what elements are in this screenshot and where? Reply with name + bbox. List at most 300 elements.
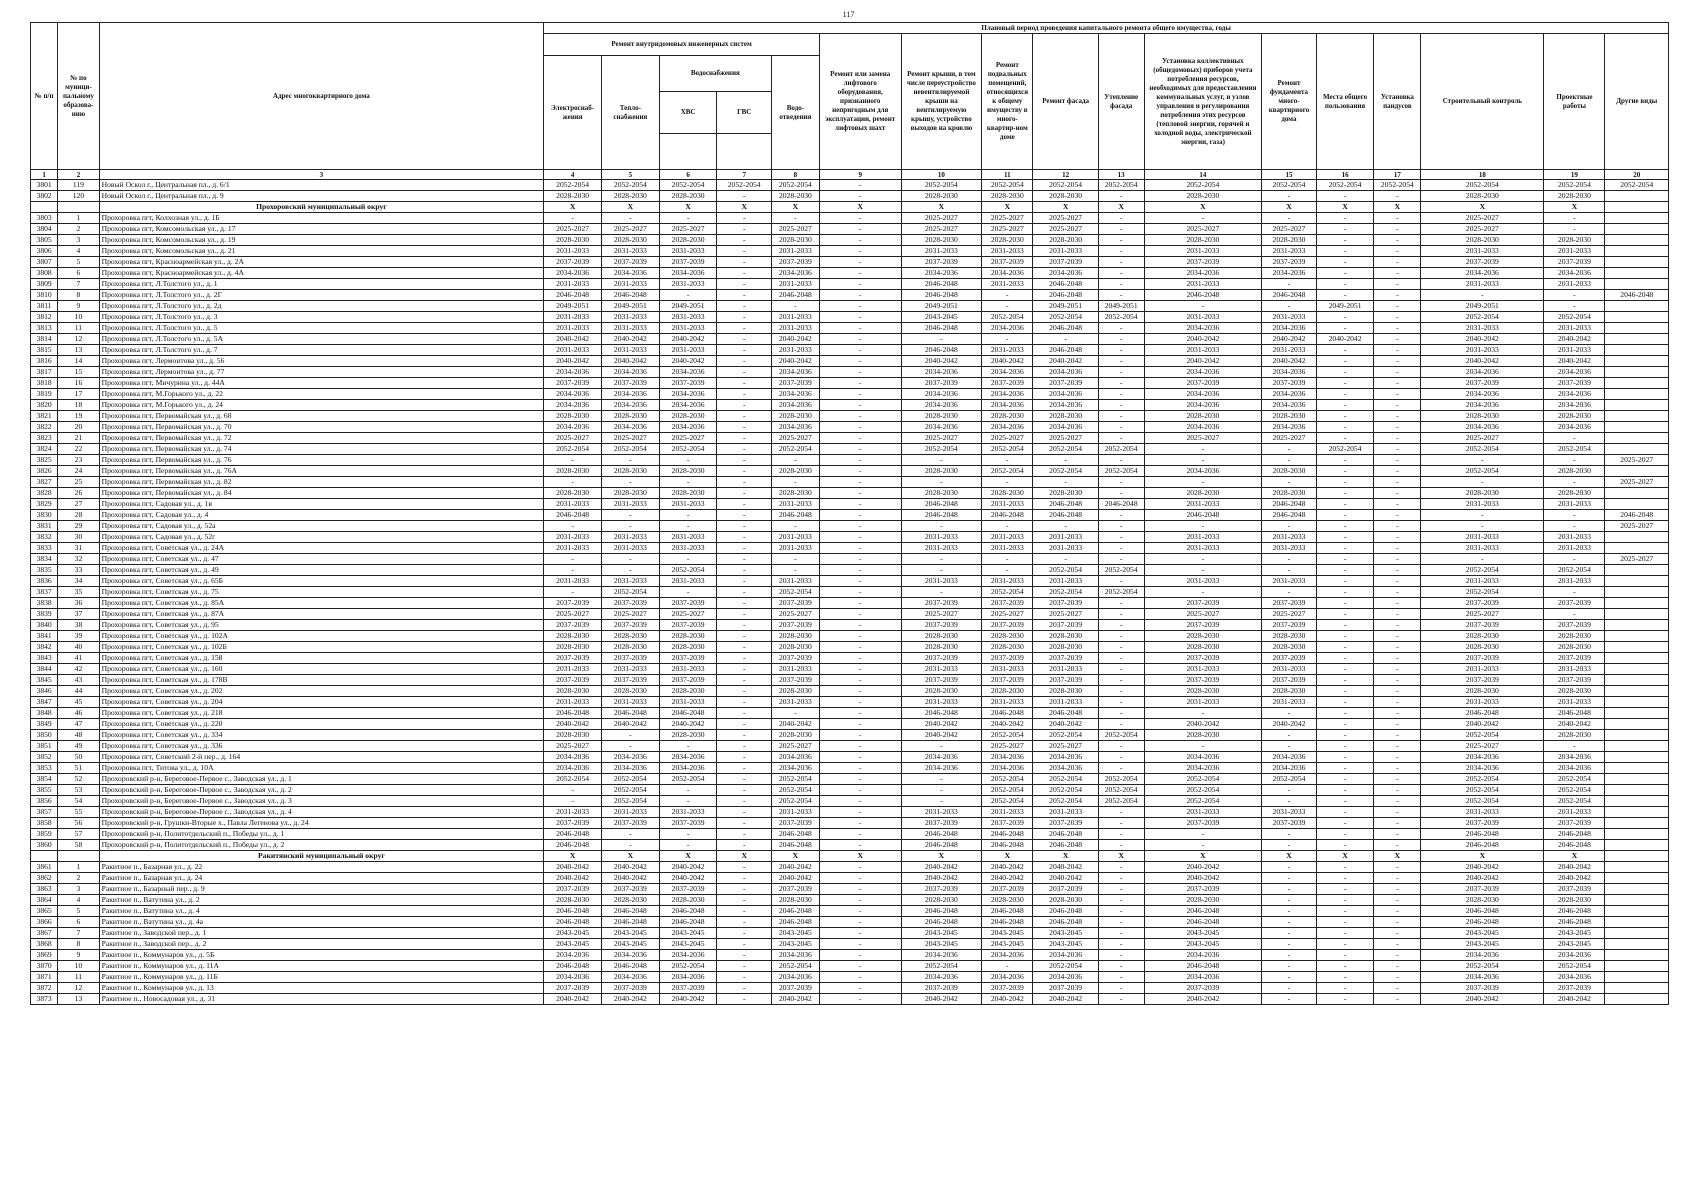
table-row (31, 257, 1669, 268)
table-row (31, 400, 1669, 411)
address-cell: Прохоровка пгт, Мичурина ул., д. 44А (99, 378, 544, 389)
period-cell: 2040-2042 (771, 873, 819, 884)
period-cell: - (1316, 466, 1374, 477)
table-row (31, 455, 1669, 466)
period-cell: 2040-2042 (659, 994, 717, 1005)
period-cell: 2034-2036 (1262, 400, 1316, 411)
period-cell: 2037-2039 (544, 598, 602, 609)
municipal-number: 48 (58, 730, 99, 741)
period-cell: 2025-2027 (901, 213, 982, 224)
period-cell: - (717, 741, 771, 752)
period-cell: 2046-2048 (544, 917, 602, 928)
period-cell: 2031-2033 (1544, 697, 1605, 708)
period-cell: - (982, 477, 1033, 488)
period-cell: 2028-2030 (901, 895, 982, 906)
period-cell: 2028-2030 (1144, 235, 1262, 246)
period-cell: - (819, 587, 901, 598)
row-number: 3829 (31, 499, 58, 510)
period-cell: 2040-2042 (544, 356, 602, 367)
row-number: 3854 (31, 774, 58, 785)
period-cell: 2034-2036 (1544, 367, 1605, 378)
period-cell: - (819, 268, 901, 279)
municipal-number: 39 (58, 631, 99, 642)
period-cell: 2034-2036 (771, 422, 819, 433)
period-cell: 2034-2036 (601, 972, 659, 983)
period-cell: 2028-2030 (659, 466, 717, 477)
period-cell: - (1374, 675, 1421, 686)
period-cell: 2040-2042 (659, 873, 717, 884)
period-cell: 2037-2039 (1544, 983, 1605, 994)
period-cell: 2037-2039 (659, 653, 717, 664)
period-cell: 2028-2030 (1144, 631, 1262, 642)
table-row (31, 499, 1669, 510)
period-cell: 2034-2036 (659, 972, 717, 983)
period-cell: - (819, 752, 901, 763)
period-cell: - (1316, 686, 1374, 697)
period-cell: 2043-2045 (544, 928, 602, 939)
municipal-number: 58 (58, 840, 99, 851)
period-cell: 2046-2048 (901, 829, 982, 840)
period-cell: - (771, 301, 819, 312)
period-cell: 2031-2033 (601, 697, 659, 708)
period-cell: - (1098, 829, 1144, 840)
period-cell: - (1374, 642, 1421, 653)
period-cell: 2028-2030 (544, 895, 602, 906)
period-cell: 2037-2039 (1544, 378, 1605, 389)
period-cell: - (819, 598, 901, 609)
period-cell: - (717, 994, 771, 1005)
period-cell: 2028-2030 (1033, 235, 1098, 246)
period-cell: - (1421, 455, 1544, 466)
col-header-foundation: Ремонт фундамента много-квартирного дома (1262, 34, 1316, 170)
period-cell: 2031-2033 (771, 807, 819, 818)
period-cell: - (819, 730, 901, 741)
district-x-mark: X (1144, 202, 1262, 213)
period-cell: - (717, 356, 771, 367)
period-cell: - (819, 697, 901, 708)
address-cell: Прохоровка пгт, Советская ул., д. 87А (99, 609, 544, 620)
period-cell: - (819, 488, 901, 499)
table-row (31, 389, 1669, 400)
row-number: 3845 (31, 675, 58, 686)
column-number: 12 (1033, 170, 1098, 180)
table-cell (31, 202, 58, 213)
col-header-ramps: Установка пандусов (1374, 34, 1421, 170)
municipal-number: 37 (58, 609, 99, 620)
address-cell: Прохоровский р-н, Береговое-Первое с., Заводская ул., д. 2 (99, 785, 544, 796)
period-cell: - (659, 741, 717, 752)
period-cell: 2037-2039 (1144, 884, 1262, 895)
period-cell: 2034-2036 (1144, 950, 1262, 961)
district-name: Прохоровский муниципальный округ (99, 202, 544, 213)
period-cell: 2037-2039 (1421, 818, 1544, 829)
period-cell: 2028-2030 (659, 642, 717, 653)
table-row (31, 378, 1669, 389)
district-x-mark: X (819, 851, 901, 862)
period-cell: 2028-2030 (1262, 488, 1316, 499)
period-cell: 2040-2042 (601, 873, 659, 884)
district-header-row (31, 202, 1669, 213)
period-cell: 2052-2054 (1544, 444, 1605, 455)
municipal-number: 51 (58, 763, 99, 774)
period-cell: 2040-2042 (601, 356, 659, 367)
period-cell: 2034-2036 (1144, 466, 1262, 477)
table-body (31, 180, 1669, 1005)
col-header-roof: Ремонт крыши, в том числе переустройство невентилируемой крыши на вентилируемую крышу, устройство выходов на кровлю (901, 34, 982, 170)
period-cell: - (819, 884, 901, 895)
period-cell: 2043-2045 (1421, 928, 1544, 939)
district-x-mark: X (1374, 851, 1421, 862)
period-cell: 2031-2033 (544, 532, 602, 543)
period-cell: 2052-2054 (1033, 785, 1098, 796)
period-cell: - (982, 301, 1033, 312)
period-cell: - (1098, 323, 1144, 334)
period-cell: - (1374, 653, 1421, 664)
period-cell: 2028-2030 (771, 730, 819, 741)
period-cell: 2034-2036 (601, 422, 659, 433)
row-number: 3812 (31, 312, 58, 323)
address-cell: Прохоровка пгт, Л.Толстого ул., д. 2д (99, 301, 544, 312)
district-x-mark: X (659, 202, 717, 213)
period-cell: 2043-2045 (1144, 928, 1262, 939)
period-cell: - (1374, 543, 1421, 554)
address-cell: Прохоровка пгт, Лермонтова ул., д. 56 (99, 356, 544, 367)
period-cell: 2043-2045 (601, 928, 659, 939)
period-cell: - (1098, 235, 1144, 246)
table-row (31, 235, 1669, 246)
period-cell: 2040-2042 (544, 994, 602, 1005)
period-cell: 2043-2045 (1544, 928, 1605, 939)
period-cell: 2031-2033 (1544, 345, 1605, 356)
period-cell: 2049-2051 (1033, 301, 1098, 312)
period-cell: - (982, 521, 1033, 532)
period-cell: - (1098, 719, 1144, 730)
period-cell: - (1316, 565, 1374, 576)
municipal-number: 35 (58, 587, 99, 598)
period-cell: - (819, 840, 901, 851)
municipal-number: 49 (58, 741, 99, 752)
period-cell: 2031-2033 (982, 345, 1033, 356)
address-cell: Прохоровка пгт, Советская ул., д. 95 (99, 620, 544, 631)
period-cell: 2052-2054 (982, 587, 1033, 598)
period-cell: - (1374, 477, 1421, 488)
address-cell: Прохоровка пгт, Первомайская ул., д. 76А (99, 466, 544, 477)
period-cell: 2037-2039 (1033, 884, 1098, 895)
period-cell: 2037-2039 (1033, 257, 1098, 268)
period-cell: - (819, 873, 901, 884)
period-cell: 2037-2039 (1144, 598, 1262, 609)
period-cell: 2025-2027 (1033, 609, 1098, 620)
period-cell: 2034-2036 (1544, 400, 1605, 411)
period-cell: 2031-2033 (1421, 246, 1544, 257)
row-number: 3828 (31, 488, 58, 499)
table-row (31, 213, 1669, 224)
period-cell: 2025-2027 (601, 609, 659, 620)
table-row (31, 796, 1669, 807)
period-cell: 2031-2033 (1262, 532, 1316, 543)
municipal-number: 20 (58, 422, 99, 433)
row-number: 3817 (31, 367, 58, 378)
address-cell: Ракитное п., Коммунаров ул., д. 13 (99, 983, 544, 994)
period-cell: - (1374, 697, 1421, 708)
district-x-mark: X (982, 202, 1033, 213)
col-header-other: Другие виды (1605, 34, 1669, 170)
period-cell (1605, 257, 1669, 268)
period-cell (1605, 752, 1669, 763)
address-cell: Прохоровка пгт, Советская ул., д. 24А (99, 543, 544, 554)
period-cell: - (659, 840, 717, 851)
period-cell: - (1098, 983, 1144, 994)
period-cell: - (819, 477, 901, 488)
period-cell: 2028-2030 (1544, 191, 1605, 202)
period-cell (1605, 246, 1669, 257)
municipal-number: 18 (58, 400, 99, 411)
district-x-mark: X (1033, 851, 1098, 862)
row-number: 3811 (31, 301, 58, 312)
period-cell: - (1262, 301, 1316, 312)
period-cell: 2040-2042 (544, 873, 602, 884)
period-cell: - (1098, 477, 1144, 488)
period-cell: 2052-2054 (1033, 961, 1098, 972)
column-number: 11 (982, 170, 1033, 180)
period-cell: 2037-2039 (901, 620, 982, 631)
period-cell: 2028-2030 (544, 631, 602, 642)
period-cell: - (1374, 840, 1421, 851)
period-cell (1605, 686, 1669, 697)
row-number: 3869 (31, 950, 58, 961)
period-cell: - (1374, 301, 1421, 312)
period-cell: 2037-2039 (659, 884, 717, 895)
period-cell: 2028-2030 (1033, 895, 1098, 906)
period-cell: - (819, 554, 901, 565)
period-cell: 2025-2027 (1605, 477, 1669, 488)
period-cell: 2046-2048 (544, 961, 602, 972)
period-cell: 2028-2030 (901, 466, 982, 477)
municipal-number: 16 (58, 378, 99, 389)
period-cell: 2046-2048 (982, 917, 1033, 928)
period-cell: 2028-2030 (659, 191, 717, 202)
period-cell: - (819, 642, 901, 653)
period-cell: - (544, 521, 602, 532)
period-cell: 2028-2030 (771, 235, 819, 246)
table-row (31, 532, 1669, 543)
period-cell: - (1316, 543, 1374, 554)
table-row (31, 345, 1669, 356)
col-header-drainage: Водо-отведения (771, 56, 819, 170)
period-cell: 2025-2027 (601, 224, 659, 235)
period-cell: 2037-2039 (1033, 983, 1098, 994)
period-cell: - (717, 455, 771, 466)
period-cell: - (1098, 543, 1144, 554)
period-cell: 2031-2033 (1421, 345, 1544, 356)
period-cell: 2046-2048 (1144, 510, 1262, 521)
municipal-number: 2 (58, 224, 99, 235)
period-cell: - (819, 444, 901, 455)
period-cell: 2049-2051 (1421, 301, 1544, 312)
period-cell: - (819, 367, 901, 378)
period-cell: - (771, 213, 819, 224)
period-cell: 2043-2045 (1033, 939, 1098, 950)
municipal-number: 5 (58, 906, 99, 917)
municipal-number: 55 (58, 807, 99, 818)
period-cell (1605, 488, 1669, 499)
period-cell: 2031-2033 (1033, 532, 1098, 543)
district-x-mark: X (717, 202, 771, 213)
municipal-number: 13 (58, 345, 99, 356)
period-cell: 2052-2054 (1544, 565, 1605, 576)
period-cell: - (1374, 554, 1421, 565)
column-number-row (31, 170, 1669, 180)
period-cell: - (1144, 587, 1262, 598)
period-cell: 2031-2033 (771, 279, 819, 290)
period-cell: 2052-2054 (1421, 796, 1544, 807)
table-row (31, 972, 1669, 983)
period-cell: - (544, 587, 602, 598)
period-cell: 2028-2030 (544, 466, 602, 477)
period-cell: 2025-2027 (1262, 433, 1316, 444)
table-row (31, 983, 1669, 994)
period-cell: - (717, 598, 771, 609)
period-cell: 2037-2039 (1262, 257, 1316, 268)
period-cell: 2046-2048 (1033, 290, 1098, 301)
period-cell: 2028-2030 (771, 642, 819, 653)
period-cell: - (717, 829, 771, 840)
period-cell: 2028-2030 (1421, 235, 1544, 246)
period-cell: 2028-2030 (982, 686, 1033, 697)
period-cell: 2034-2036 (1144, 422, 1262, 433)
period-cell: 2046-2048 (1144, 290, 1262, 301)
period-cell: 2052-2054 (771, 785, 819, 796)
period-cell: 2034-2036 (901, 367, 982, 378)
period-cell: 2046-2048 (1544, 906, 1605, 917)
period-cell: 2052-2054 (659, 180, 717, 191)
period-cell: 2040-2042 (544, 334, 602, 345)
period-cell: 2040-2042 (1033, 873, 1098, 884)
period-cell: 2028-2030 (982, 235, 1033, 246)
period-cell: 2034-2036 (901, 389, 982, 400)
table-row (31, 719, 1669, 730)
period-cell: 2052-2054 (1544, 796, 1605, 807)
period-cell: 2046-2048 (1262, 499, 1316, 510)
period-cell: - (1098, 576, 1144, 587)
period-cell: - (1316, 191, 1374, 202)
period-cell: 2037-2039 (982, 620, 1033, 631)
period-cell: - (1316, 642, 1374, 653)
row-number: 3802 (31, 191, 58, 202)
address-cell: Прохоровка пгт, Красноармейская ул., д. 4А (99, 268, 544, 279)
address-cell: Прохоровка пгт, Садовая ул., д. 1в (99, 499, 544, 510)
period-cell: 2043-2045 (1421, 939, 1544, 950)
period-cell: - (1544, 433, 1605, 444)
period-cell: 2028-2030 (1544, 686, 1605, 697)
address-cell: Прохоровка пгт, Советская ул., д. 75 (99, 587, 544, 598)
table-row (31, 477, 1669, 488)
address-cell: Прохоровка пгт, Советская ул., д. 218 (99, 708, 544, 719)
column-number: 7 (717, 170, 771, 180)
period-cell: 2034-2036 (544, 268, 602, 279)
row-number: 3827 (31, 477, 58, 488)
period-cell (1605, 444, 1669, 455)
period-cell: - (1098, 620, 1144, 631)
period-cell: 2028-2030 (982, 895, 1033, 906)
period-cell: 2028-2030 (1262, 411, 1316, 422)
municipal-number: 1 (58, 213, 99, 224)
period-cell (1605, 895, 1669, 906)
period-cell: 2031-2033 (771, 664, 819, 675)
period-cell: 2028-2030 (1144, 411, 1262, 422)
row-number: 3821 (31, 411, 58, 422)
municipal-number: 3 (58, 884, 99, 895)
period-cell: - (771, 708, 819, 719)
period-cell: - (1262, 840, 1316, 851)
period-cell (1605, 400, 1669, 411)
period-cell: 2052-2054 (1544, 785, 1605, 796)
period-cell: - (659, 796, 717, 807)
period-cell: 2043-2045 (901, 312, 982, 323)
period-cell: - (601, 730, 659, 741)
period-cell: - (1316, 653, 1374, 664)
period-cell: - (1374, 510, 1421, 521)
period-cell: 2052-2054 (1544, 180, 1605, 191)
address-cell: Прохоровка пгт, Л.Толстого ул., д. 5А (99, 334, 544, 345)
period-cell: 2025-2027 (1421, 433, 1544, 444)
period-cell: 2031-2033 (901, 576, 982, 587)
period-cell: 2037-2039 (771, 598, 819, 609)
period-cell: 2031-2033 (982, 697, 1033, 708)
period-cell: - (717, 917, 771, 928)
period-cell: - (659, 477, 717, 488)
period-cell: - (717, 983, 771, 994)
period-cell: 2034-2036 (1144, 268, 1262, 279)
period-cell: 2028-2030 (982, 488, 1033, 499)
period-cell: 2052-2054 (771, 180, 819, 191)
period-cell: 2025-2027 (1605, 521, 1669, 532)
col-header-gvs: ГВС (717, 92, 771, 134)
period-cell: - (717, 499, 771, 510)
table-row (31, 994, 1669, 1005)
period-cell: 2031-2033 (771, 576, 819, 587)
period-cell: 2037-2039 (901, 598, 982, 609)
period-cell: 2037-2039 (1033, 818, 1098, 829)
table-row (31, 895, 1669, 906)
period-cell: 2052-2054 (1421, 774, 1544, 785)
row-number: 3833 (31, 543, 58, 554)
period-cell: 2046-2048 (544, 829, 602, 840)
period-cell (1605, 334, 1669, 345)
period-cell: 2028-2030 (1033, 191, 1098, 202)
period-cell: 2037-2039 (601, 884, 659, 895)
table-row (31, 730, 1669, 741)
period-cell: 2034-2036 (1144, 972, 1262, 983)
period-cell: 2031-2033 (1262, 345, 1316, 356)
period-cell: - (1374, 741, 1421, 752)
period-cell: 2031-2033 (1421, 807, 1544, 818)
period-cell: 2037-2039 (771, 620, 819, 631)
period-cell: 2037-2039 (601, 378, 659, 389)
period-cell: 2040-2042 (659, 334, 717, 345)
period-cell: - (1316, 323, 1374, 334)
district-x-mark: X (659, 851, 717, 862)
period-cell: - (1098, 818, 1144, 829)
period-cell: - (717, 818, 771, 829)
table-row (31, 939, 1669, 950)
period-cell: 2028-2030 (901, 631, 982, 642)
district-x-mark: X (1033, 202, 1098, 213)
period-cell: - (659, 290, 717, 301)
period-cell: - (717, 224, 771, 235)
period-cell: 2028-2030 (1544, 631, 1605, 642)
period-cell: 2052-2054 (1605, 180, 1669, 191)
